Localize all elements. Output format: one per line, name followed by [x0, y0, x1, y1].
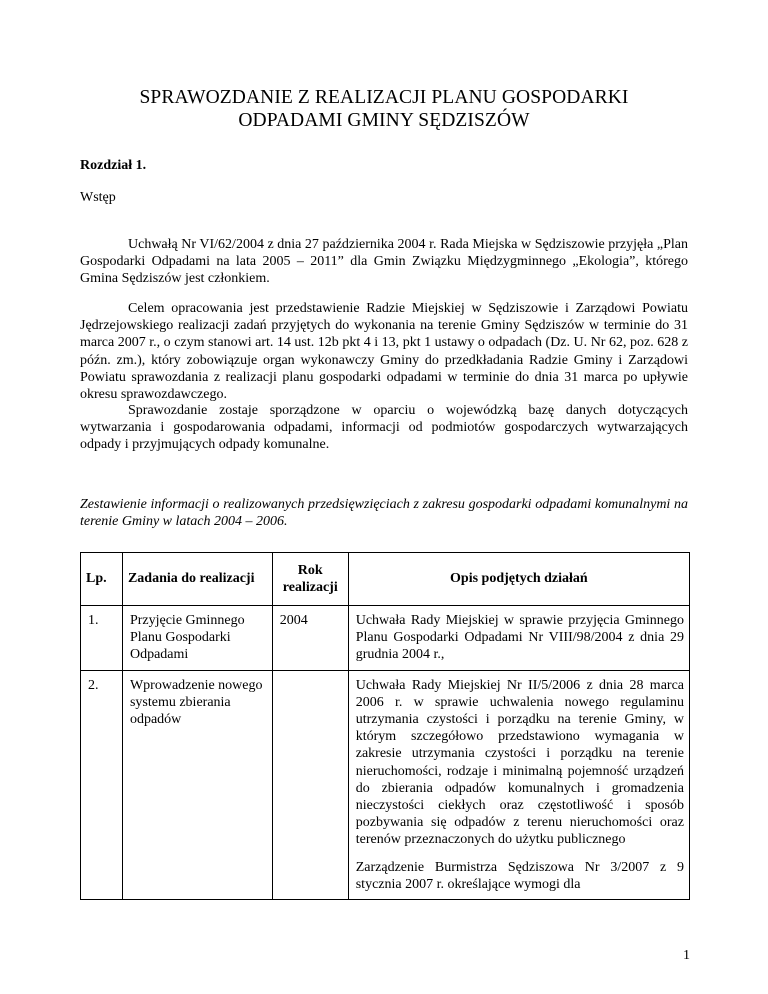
header-year: Rok realizacji [272, 553, 348, 606]
tasks-table [80, 552, 690, 900]
row-year: 2004 [272, 606, 348, 671]
table-row [81, 606, 690, 671]
document-title [80, 86, 688, 132]
page-number: 1 [683, 948, 690, 963]
row-lp: 1. [81, 606, 123, 671]
header-description: Opis podjętych działań [348, 553, 689, 606]
row-year [272, 670, 348, 899]
description-text-continued: Zarządzenie Burmistrza Sędziszowa Nr 3/2007 z 9 stycznia 2007 r. określające wymogi dla [355, 859, 684, 892]
header-task: Zadania do realizacji [122, 553, 272, 606]
paragraph-resolution: Uchwałą Nr VI/62/2004 z dnia 27 października 2004 r. Rada Miejska w Sędziszowie przyjęła „Plan Gospodarki Odpadami na lata 2005 – 2011” dla Gmin Związku Międzygminnego „Ekologia”, którego Gmina Sędziszów jest członkiem. [80, 237, 688, 287]
header-lp: Lp. [81, 553, 123, 606]
paragraph-sources: Sprawozdanie zostaje sporządzone w oparciu o wojewódzką bazę danych dotyczących wytwarzania i gospodarowania odpadami, informacji od podmiotów gospodarczych wytwarzających odpady i przyjmujących odpady komunalne. [80, 403, 688, 453]
table-caption: Zestawienie informacji o realizowanych przedsięwzięciach z zakresu gospodarki odpadami komunalnymi na terenie Gminy w latach 2004 – 2006. [80, 497, 688, 530]
row-task: Przyjęcie Gminnego Planu Gospodarki Odpadami [122, 606, 272, 671]
title-line-1: SPRAWOZDANIE Z REALIZACJI PLANU GOSPODARKI [139, 87, 629, 108]
row-task: Wprowadzenie nowego systemu zbierania odpadów [122, 670, 272, 899]
title-line-2: ODPADAMI GMINY SĘDZISZÓW [238, 110, 530, 131]
table-row [81, 670, 690, 899]
row-description [348, 670, 689, 899]
row-lp: 2. [81, 670, 123, 899]
table-header-row [81, 553, 690, 606]
paragraph-purpose: Celem opracowania jest przedstawienie Radzie Miejskiej w Sędziszowie i Zarządowi Powiatu Jędrzejowskiego realizacji zadań przyjętych do wykonania na terenie Gminy Sędziszów w terminie do 31 marca 2007 r., o czym stanowi art. 14 ust. 12b pkt 4 i 13, pkt 1 ustawy o odpadach (Dz. U. Nr 62, poz. 628 z późn. zm.), który zobowiązuje organ wykonawczy Gminy do przedkładania Radzie Gminy i Zarządowi Powiatu sprawozdania z realizacji planu gospodarki odpadami w terminie do dnia 31 marca po upływie okresu sprawozdawczego. [80, 301, 688, 403]
intro-heading: Wstęp [80, 190, 116, 205]
row-description [348, 606, 689, 671]
chapter-heading: Rozdział 1. [80, 158, 147, 173]
description-text: Uchwała Rady Miejskiej w sprawie przyjęcia Gminnego Planu Gospodarki Odpadami Nr VIII/98/2004 z dnia 29 grudnia 2004 r., [355, 613, 684, 663]
description-text: Uchwała Rady Miejskiej Nr II/5/2006 z dnia 28 marca 2006 r. w sprawie uchwalenia nowego regulaminu utrzymania czystości i porządku na terenie Gminy, w którym szczegółowo przedstawiono wymagania w zakresie utrzymania czystości i porządku na terenie nieruchomości, rodzaje i minimalną pojemność urządzeń do zbierania odpadów komunalnych i gromadzenia nieczystości ciekłych oraz częstotliwość i sposób pozbywania się odpadów z terenu nieruchomości oraz terenów przeznaczonych do użytku publicznego [355, 677, 684, 848]
